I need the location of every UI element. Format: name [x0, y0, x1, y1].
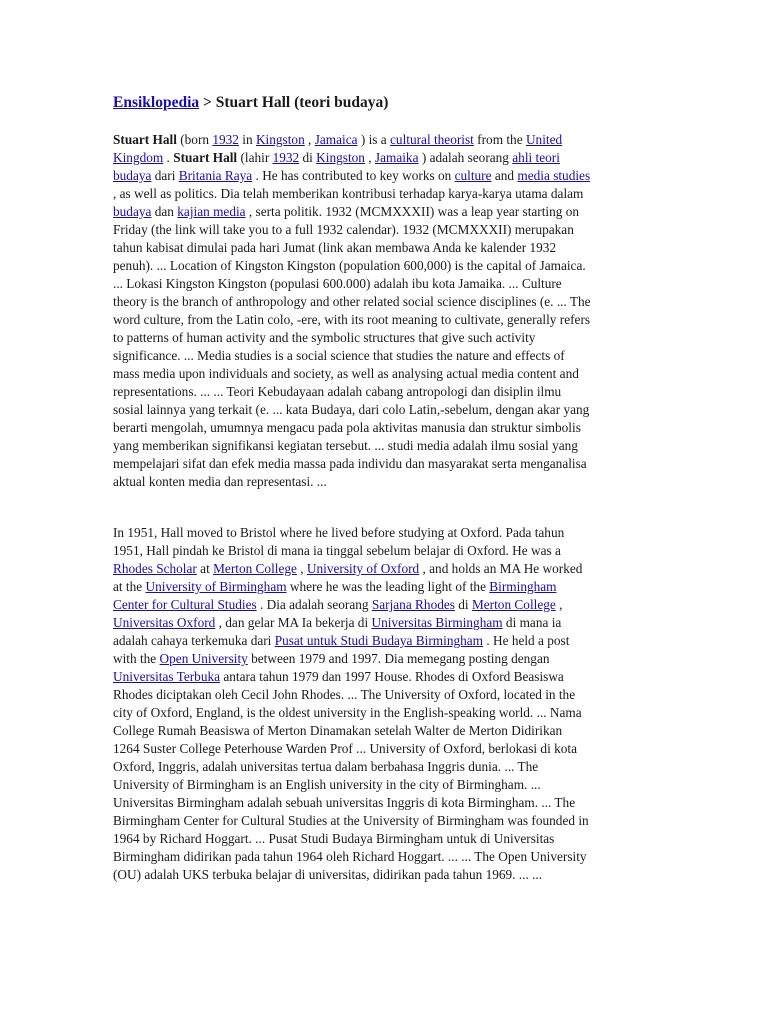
- text-run: antara tahun 1979 dan 1997 House. Rhodes di Oxford Beasiswa: [220, 669, 564, 684]
- link-universitas-birmingham[interactable]: Universitas Birmingham: [371, 615, 503, 630]
- text-run: (lahir: [237, 150, 273, 165]
- text-run: and: [491, 168, 518, 183]
- text-run: representations. ... ... Teori Kebudayaan adalah cabang antropologi dan disiplin ilmu: [113, 384, 562, 399]
- link-1932[interactable]: 1932: [212, 132, 239, 147]
- text-run: dari: [151, 168, 179, 183]
- text-run: yang memberikan signifikansi kegiatan tersebut. ... studi media adalah ilmu sosial yang: [113, 438, 578, 453]
- link-media-studies[interactable]: media studies: [517, 168, 591, 183]
- text-run: dan: [151, 204, 178, 219]
- text-run: aktual konten media dan representasi. ...: [113, 474, 327, 489]
- link-pusat-untuk-studi-budaya-birmingham[interactable]: Pusat untuk Studi Budaya Birmingham: [274, 633, 484, 648]
- text-run: with the: [113, 651, 160, 666]
- text-run: Rhodes diciptakan oleh Cecil John Rhodes. ... The University of Oxford, located in the: [113, 687, 576, 702]
- text-run: adalah cahaya terkemuka dari: [113, 633, 275, 648]
- bold-name: Stuart Hall: [113, 132, 177, 147]
- text-run: ) adalah seorang: [418, 150, 513, 165]
- text-run: Birmingham Center for Cultural Studies at the University of Birmingham was founded in: [113, 813, 589, 828]
- page-title: [113, 93, 388, 113]
- text-line: [113, 686, 658, 704]
- text-run: berarti mengolah, umumnya mengacu pada pola aktivitas manusia dan struktur simbolis: [113, 420, 581, 435]
- text-run: . Dia adalah seorang: [256, 597, 372, 612]
- text-line: [113, 560, 658, 578]
- link-britania-raya[interactable]: Britania Raya: [178, 168, 253, 183]
- text-run: ,: [364, 150, 375, 165]
- text-run: ) is a: [357, 132, 391, 147]
- text-run: city of Oxford, England, is the oldest university in the English-speaking world. ... Nama: [113, 705, 582, 720]
- text-run: (OU) adalah UKS terbuka belajar di universitas, didirikan pada tahun 1969. ... ...: [113, 867, 543, 882]
- text-run: ... Lokasi Kingston Kingston (populasi 600.000) adalah ibu kota Jamaika. ... Culture: [113, 276, 562, 291]
- text-line: [113, 578, 658, 596]
- text-line: [113, 401, 658, 419]
- link-jamaica[interactable]: Jamaica: [314, 132, 358, 147]
- text-run: Friday (the link will take you to a full 1932 calendar). 1932 (MCMXXXII) merupakan: [113, 222, 574, 237]
- paragraph-intro: [113, 131, 658, 491]
- link-kingston[interactable]: Kingston: [316, 150, 365, 165]
- text-line: [113, 275, 658, 293]
- text-line: [113, 419, 658, 437]
- text-run: theory is the branch of anthropology and other related social science disciplines (e. ... The: [113, 294, 591, 309]
- link-jamaika[interactable]: Jamaika: [374, 150, 419, 165]
- text-run: in: [238, 132, 256, 147]
- link-budaya[interactable]: budaya: [113, 204, 152, 219]
- text-run: at the: [113, 579, 146, 594]
- text-run: word culture, from the Latin colo, -ere, with its root meaning to cultivate, generally refers: [113, 312, 591, 327]
- text-run: (born: [176, 132, 213, 147]
- link-1932[interactable]: 1932: [272, 150, 300, 165]
- text-line: [113, 722, 658, 740]
- text-run: 1964 by Richard Hoggart. ... Pusat Studi Budaya Birmingham untuk di Universitas: [113, 831, 555, 846]
- text-line: [113, 848, 658, 866]
- text-run: . He held a post: [483, 633, 570, 648]
- text-run: between 1979 and 1997. Dia memegang posting dengan: [247, 651, 550, 666]
- text-line: [113, 365, 658, 383]
- text-run: di: [299, 150, 317, 165]
- link-university-of-birmingham[interactable]: University of Birmingham: [145, 579, 287, 594]
- text-run: 1264 Suster College Peterhouse Warden Prof ... University of Oxford, berlokasi di kota: [113, 741, 577, 756]
- text-run: where he was the leading light of the: [286, 579, 490, 594]
- text-line: [113, 293, 658, 311]
- link-rhodes-scholar[interactable]: Rhodes Scholar: [113, 561, 197, 576]
- text-line: [113, 596, 658, 614]
- paragraph-career: [113, 524, 658, 884]
- text-run: Universitas Birmingham adalah sebuah universitas Inggris di kota Birmingham. ... The: [113, 795, 576, 810]
- link-sarjana-rhodes[interactable]: Sarjana Rhodes: [371, 597, 455, 612]
- text-run: mass media upon individuals and society, as well as analysing actual media content and: [113, 366, 579, 381]
- link-kingston[interactable]: Kingston: [255, 132, 305, 147]
- text-line: [113, 437, 658, 455]
- link-universitas-terbuka[interactable]: Universitas Terbuka: [113, 669, 221, 684]
- link-culture[interactable]: culture: [454, 168, 492, 183]
- breadcrumb-current: Stuart Hall (teori budaya): [215, 94, 389, 111]
- text-line: [113, 473, 658, 491]
- breadcrumb-link-ensiklopedia[interactable]: Ensiklopedia: [113, 94, 200, 111]
- text-run: , as well as politics. Dia telah memberikan kontribusi terhadap karya-karya utama dalam: [113, 186, 584, 201]
- text-line: [113, 149, 658, 167]
- link-universitas-oxford[interactable]: Universitas Oxford: [113, 615, 216, 630]
- text-line: [113, 239, 658, 257]
- text-run: di: [454, 597, 472, 612]
- link-university-of-oxford[interactable]: University of Oxford: [306, 561, 420, 576]
- text-line: [113, 167, 658, 185]
- text-run: mempelajari sifat dan efek media massa pada individu dan masyarakat serta menganalisa: [113, 456, 587, 471]
- text-line: [113, 185, 658, 203]
- text-line: [113, 812, 658, 830]
- text-line: [113, 455, 658, 473]
- text-line: [113, 794, 658, 812]
- text-line: [113, 740, 658, 758]
- text-line: [113, 203, 658, 221]
- text-run: di mana ia: [502, 615, 562, 630]
- text-run: University of Birmingham is an English university in the city of Birmingham. ...: [113, 777, 541, 792]
- text-line: [113, 866, 658, 884]
- text-line: [113, 329, 658, 347]
- text-line: [113, 614, 658, 632]
- link-merton-college[interactable]: Merton College: [471, 597, 556, 612]
- text-line: [113, 347, 658, 365]
- text-line: [113, 131, 658, 149]
- text-run: ,: [555, 597, 563, 612]
- bold-name: Stuart Hall: [173, 150, 238, 165]
- text-run: to patterns of human activity and the symbolic structures that give such activity: [113, 330, 536, 345]
- text-line: [113, 758, 658, 776]
- link-kingdom[interactable]: Kingdom: [113, 150, 164, 165]
- text-line: [113, 632, 658, 650]
- text-run: ,: [296, 561, 307, 576]
- text-line: [113, 668, 658, 686]
- text-run: from the: [473, 132, 526, 147]
- text-line: [113, 221, 658, 239]
- text-run: , dan gelar MA Ia bekerja di: [215, 615, 372, 630]
- text-run: penuh). ... Location of Kingston Kingston (population 600,000) is the capital of Jamaica.: [113, 258, 586, 273]
- text-run: ,: [304, 132, 315, 147]
- text-line: [113, 830, 658, 848]
- text-run: , serta politik. 1932 (MCMXXXII) was a leap year starting on: [245, 204, 580, 219]
- link-merton-college[interactable]: Merton College: [213, 561, 297, 576]
- text-line: [113, 704, 658, 722]
- text-run: In 1951, Hall moved to Bristol where he lived before studying at Oxford. Pada tahun: [113, 525, 565, 540]
- text-run: 1951, Hall pindah ke Bristol di mana ia tinggal sebelum belajar di Oxford. He was a: [113, 543, 561, 558]
- text-run: , and holds an MA He worked: [419, 561, 583, 576]
- breadcrumb-separator: >: [199, 94, 216, 111]
- link-kajian-media[interactable]: kajian media: [177, 204, 246, 219]
- link-birmingham[interactable]: Birmingham: [489, 579, 557, 594]
- text-run: .: [163, 150, 174, 165]
- text-run: at: [196, 561, 214, 576]
- text-run: College Rumah Beasiswa of Merton Dinamakan setelah Walter de Merton Didirikan: [113, 723, 563, 738]
- text-run: Oxford, Inggris, adalah universitas tertua dalam berbahasa Inggris dunia. ... The: [113, 759, 539, 774]
- text-run: sosial lainnya yang terkait (e. ... kata Budaya, dari colo Latin,-sebelum, dengan akar yang: [113, 402, 590, 417]
- text-run: significance. ... Media studies is a social science that studies the nature and effects of: [113, 348, 565, 363]
- text-run: tahun kabisat dimulai pada hari Jumat (link akan membawa Anda ke kalender 1932: [113, 240, 557, 255]
- text-line: [113, 524, 658, 542]
- text-line: [113, 383, 658, 401]
- text-line: [113, 542, 658, 560]
- text-line: [113, 311, 658, 329]
- text-run: Birmingham didirikan pada tahun 1964 oleh Richard Hoggart. ... ... The Open University: [113, 849, 587, 864]
- text-run: . He has contributed to key works on: [252, 168, 455, 183]
- link-budaya[interactable]: budaya: [113, 168, 152, 183]
- link-cultural-theorist[interactable]: cultural theorist: [390, 132, 474, 147]
- link-ahli-teori[interactable]: ahli teori: [512, 150, 560, 165]
- link-open-university[interactable]: Open University: [159, 651, 248, 666]
- text-line: [113, 257, 658, 275]
- text-line: [113, 650, 658, 668]
- link-center-for-cultural-studies[interactable]: Center for Cultural Studies: [113, 597, 257, 612]
- text-line: [113, 776, 658, 794]
- link-united[interactable]: United: [525, 132, 563, 147]
